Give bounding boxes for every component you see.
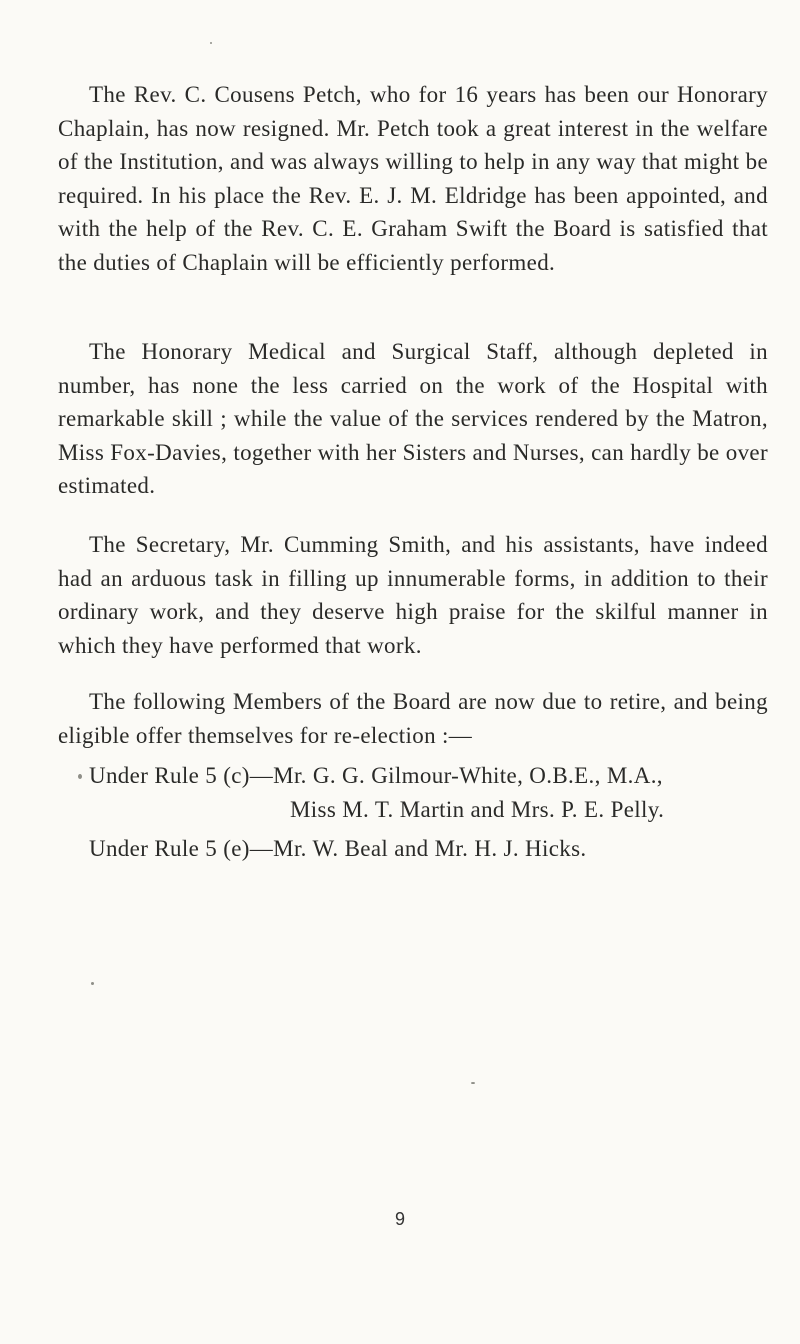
paragraph-secretary: The Secretary, Mr. Cumming Smith, and his assistants, have indeed had an arduous task in filling up innumerable forms, in addition to their ordinary work, and they deserve high praise for the skilful manner in which they have performed that work. — [58, 532, 768, 658]
paragraph-chaplain: The Rev. C. Cousens Petch, who for 16 years has been our Honorary Chaplain, has now resigned. Mr. Petch took a great interest in the welfare of the Institution, and was always willing to help in any way that might be required. In his place the Rev. E. J. M. Eldridge has been appointed, and with the help of the Rev. C. E. Graham Swift the Board is satisfied that the duties of Chaplain will be efficiently performed. — [58, 82, 768, 275]
paragraph-medical-staff: The Honorary Medical and Surgical Staff, although depleted in number, has none the less carried on the work of the Hospital with remarkable skill ; while the value of the services rendered by the Matron, Miss Fox-Davies, together with her Sisters and Nurses, can hardly be over estimated. — [58, 339, 768, 498]
rule-5c-line: Under Rule 5 (c)—Mr. G. G. Gilmour-White, O.B.E., M.A., — [89, 763, 663, 788]
paragraph-board-retirement: The following Members of the Board are now due to retire, and being eligible offer themselves for re-election :— — [58, 689, 768, 748]
rule-5e-line: Under Rule 5 (e)—Mr. W. Beal and Mr. H. J. Hicks. — [89, 836, 587, 861]
print-speck — [471, 1082, 475, 1084]
print-speck — [78, 774, 82, 779]
print-speck — [210, 42, 212, 44]
rule-5c-continuation: Miss M. T. Martin and Mrs. P. E. Pelly. — [290, 797, 665, 822]
print-speck — [91, 982, 94, 985]
page-number: 9 — [394, 1209, 405, 1229]
